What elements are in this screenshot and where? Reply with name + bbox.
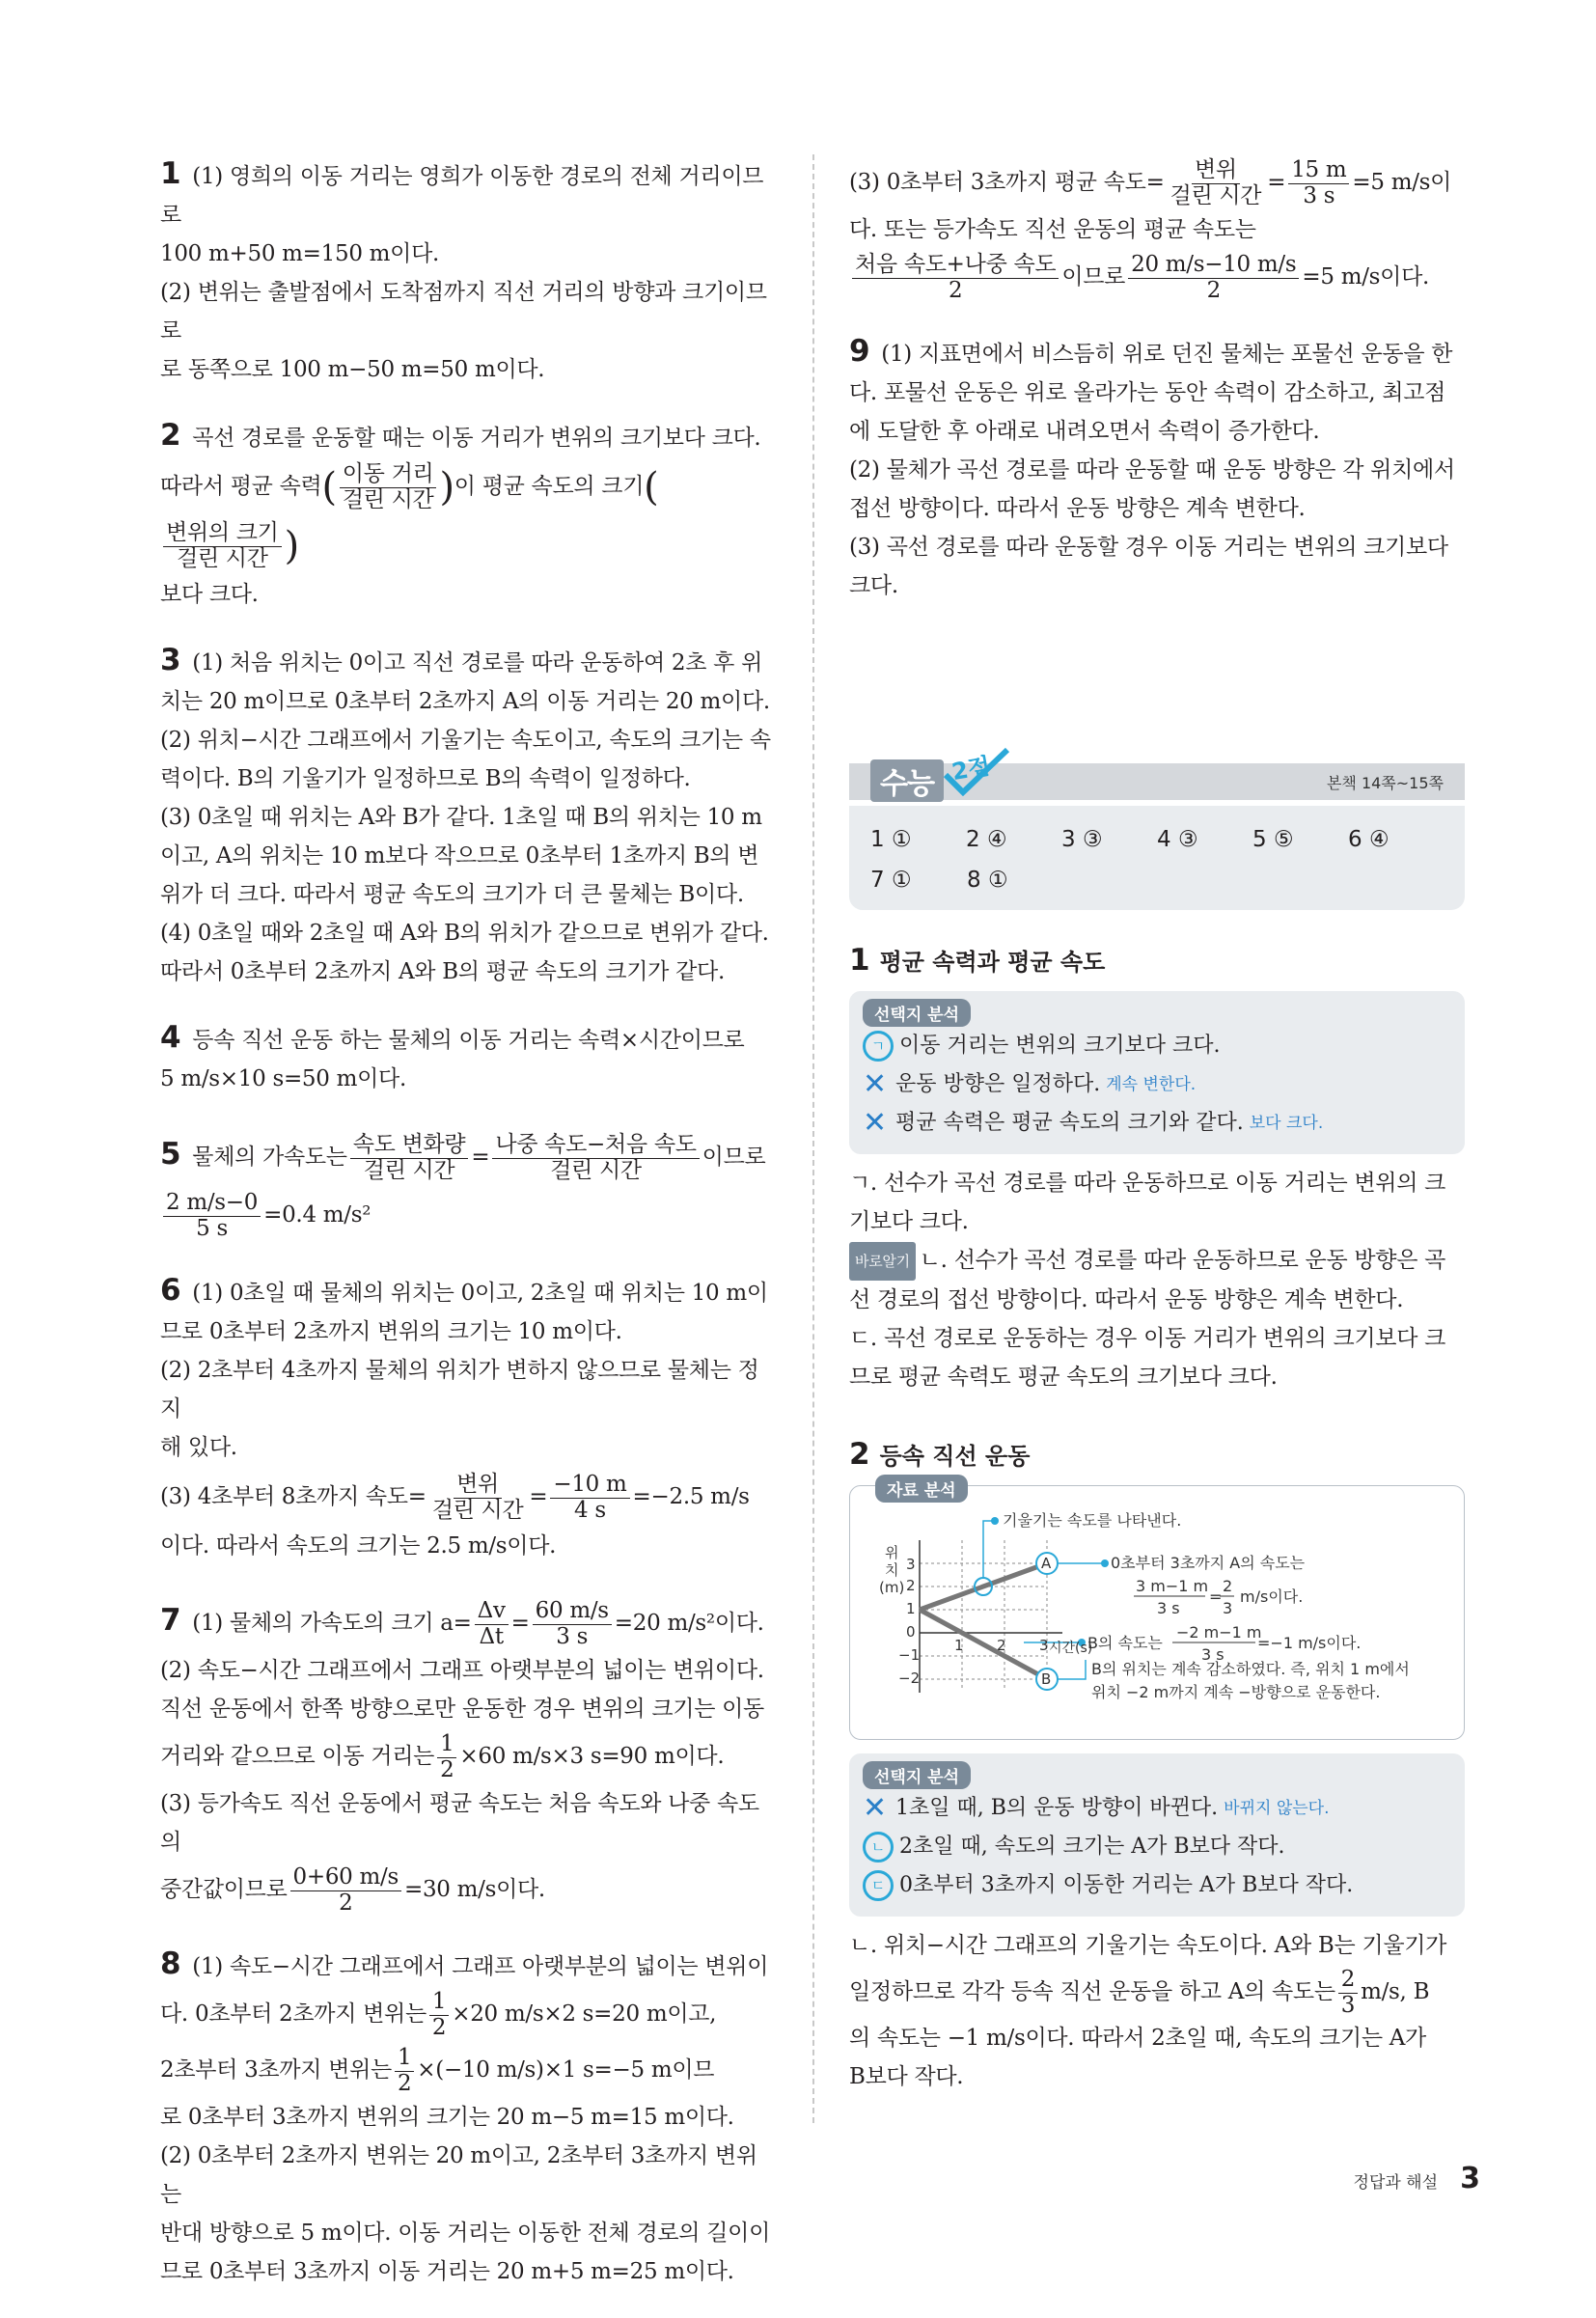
- footer-label: 정답과 해설: [1353, 2173, 1439, 2193]
- tick-label: −2: [898, 1670, 921, 1687]
- choice-item: ✕ 1초일 때, B의 운동 방향이 바뀐다. 바뀌지 않는다.: [863, 1789, 1451, 1828]
- svg-text:3 s: 3 s: [1201, 1645, 1225, 1664]
- answer-7: 7 (1) 물체의 가속도의 크기 a= $\frac{\Delta v}{\Delta t}$ = $\frac{60 m/s}{3 s}$ =20 m/s²이다. (2) 속도−시간 그래프에서 그래프 아랫부분의 넓이는 변위이다. 직선 운동에서 한쪽 방향으로만 운동한 경우 변위의 크기는 이동 거리와 같으므로 이동 거리는 $\frac{1}{2}$ ×60 m/s×3 s=90 m이다. (3) 등가속도 직선 운동에서 평균 속도는 처음 속도와 나중 속도의 중간값이므로 $\frac{0+60 m/s}{2}$ =30 m/s이다.: [160, 1598, 764, 1916]
- fraction: $\frac{\text{처음 속도+나중 속도}}{2}$: [852, 253, 1059, 303]
- answer-key-header: [849, 752, 1465, 806]
- correction-tag: 바로알기: [849, 1242, 916, 1281]
- column-divider: [812, 154, 814, 2123]
- fraction: $\frac{1}{2}$: [437, 1732, 456, 1782]
- svg-text:=: =: [1209, 1587, 1223, 1606]
- annotation: 위치 −2 m까지 계속 −방향으로 운동한다.: [1091, 1683, 1381, 1701]
- badge-icon: 2점: [942, 746, 1011, 796]
- answer-1: 1 (1) 영희의 이동 거리는 영희가 이동한 경로의 전체 거리이므로 100 m+50 m=150 m이다. (2) 변위는 출발점에서 도착점까지 직선 거리의 방향과 크기이므로 로 동쪽으로 100 m−50 m=50 m이다.: [160, 156, 767, 382]
- axis-label: (m): [879, 1579, 905, 1596]
- tick-label: 2: [997, 1637, 1006, 1654]
- correct-mark-icon: ㄷ: [863, 1870, 894, 1901]
- fraction: $\frac{\text{변위의 크기}}{\text{걸린 시간}}$: [163, 521, 282, 571]
- svg-text:m/s이다.: m/s이다.: [1240, 1587, 1304, 1606]
- annotation: 기울기는 속도를 나타낸다.: [1003, 1511, 1182, 1530]
- fraction: $\frac{\text{이동 거리}}{\text{걸린 시간}}$: [340, 462, 437, 512]
- answer-key-section: [849, 752, 1465, 910]
- page-reference: 본책 14쪽~15쪽: [1326, 774, 1444, 792]
- answer-4: 4 등속 직선 운동 하는 물체의 이동 거리는 속력×시간이므로 5 m/s×10 s=50 m이다.: [160, 1020, 745, 1091]
- choice-item: ㄱ 이동 거리는 변위의 크기보다 크다.: [863, 1027, 1451, 1065]
- fraction: $\frac{\text{속도 변화량}}{\text{걸린 시간}}$: [350, 1133, 469, 1183]
- tick-label: 1: [906, 1600, 916, 1617]
- fraction: $\frac{60 m/s}{3 s}$: [533, 1599, 612, 1649]
- answer-key-title: 수능: [870, 759, 944, 802]
- fraction: $\frac{\Delta v}{\Delta t}$: [475, 1599, 509, 1649]
- answer-9: 9 (1) 지표면에서 비스듬히 위로 던진 물체는 포물선 운동을 한 다. 포물선 운동은 위로 올라가는 동안 속력이 감소하고, 최고점 에 도달한 후 아래로 내려오면서 속력이 증가한다. (2) 물체가 곡선 경로를 따라 운동할 때 운동 방향은 각 위치에서 접선 방향이다. 따라서 운동 방향은 계속 변한다. (3) 곡선 경로를 따라 운동할 경우 이동 거리는 변위의 크기보다 크다.: [849, 334, 1455, 598]
- fraction: $\frac{\text{변위}}{\text{걸린 시간}}$: [1169, 157, 1262, 208]
- fraction: $\frac{15 m}{3 s}$: [1288, 158, 1349, 208]
- position-time-graph: [850, 1486, 1464, 1739]
- answer-6: 6 (1) 0초일 때 물체의 위치는 0이고, 2초일 때 위치는 10 m이 므로 0초부터 2초까지 변위의 크기는 10 m이다. (2) 2초부터 4초까지 물체의 위치가 변하지 않으므로 물체는 정지 해 있다. (3) 4초부터 8초까지 속도= $\frac{\text{변위}}{\text{걸린 시간}}$ = $\frac{-10 m}{4 s}$ =−2.5 m/s 이다. 따라서 속도의 크기는 2.5 m/s이다.: [160, 1273, 768, 1559]
- answer-row: 1 ① 2 ④ 3 ③ 4 ③ 5 ⑤ 6 ④: [870, 827, 1390, 852]
- wrong-mark-icon: ✕: [863, 1791, 888, 1825]
- section-title: 2 등속 직선 운동: [849, 1437, 1031, 1472]
- fraction: $\frac{2 m/s-0}{5 s}$: [163, 1191, 261, 1241]
- svg-text:3 s: 3 s: [1157, 1599, 1180, 1617]
- fraction: $\frac{-10 m}{4 s}$: [550, 1473, 629, 1523]
- answer-8: 8 (1) 속도−시간 그래프에서 그래프 아랫부분의 넓이는 변위이 다. 0초부터 2초까지 변위는 $\frac{1}{2}$ ×20 m/s×2 s=20 m이고, 2초부터 3초까지 변위는 $\frac{1}{2}$ ×(−10 m/s)×1 s=−5 m이므 로 0초부터 3초까지 변위의 크기는 20 m−5 m=15 m이다. (2) 0초부터 2초까지 변위는 20 m이고, 2초부터 3초까지 변위는 반대 방향으로 5 m이다. 이동 거리는 이동한 전체 경로의 길이이 므로 0초부터 3초까지 이동 거리는 20 m+5 m=25 m이다.: [160, 1946, 770, 2284]
- tick-label: 2: [906, 1577, 916, 1594]
- svg-text:−2 m−1 m: −2 m−1 m: [1176, 1623, 1262, 1642]
- wrong-mark-icon: ✕: [863, 1106, 888, 1140]
- correct-mark-icon: ㄱ: [863, 1031, 894, 1062]
- answer-row: 7 ① 8 ①: [870, 868, 1008, 893]
- fraction: $\frac{\text{변위}}{\text{걸린 시간}}$: [431, 1472, 524, 1523]
- axis-label: 위: [885, 1544, 899, 1561]
- choice-analysis-box: 선택지 분석 ✕ 1초일 때, B의 운동 방향이 바뀐다. 바뀌지 않는다. ㄴ 2초일 때, 속도의 크기는 A가 B보다 작다. ㄷ 0초부터 3초까지 이동한 거리는 A가 B보다 작다.: [849, 1753, 1465, 1917]
- fraction: $\frac{20 m/s-10 m/s}{2}$: [1128, 253, 1299, 303]
- svg-text:=−1 m/s이다.: =−1 m/s이다.: [1257, 1634, 1362, 1652]
- data-analysis-box: 자료 분석 위 치 (m) 3 2 1 0 −1 −2 1 2 3 시간(s) A B 기울기는 속도를 나타낸다. 0초부터 3초까지 A의 속도는 3 m−1 m 3 s = 2 3 m/s이다. B의 속도는 −2 m−1 m 3 s =−1 m/s이다. B의 위치는 계속 감소하였다. 즉, 위치 1 m에서 위치 −2 m까지 계속 −방향으로 운동한다.: [849, 1485, 1465, 1740]
- section-title: 1 평균 속력과 평균 속도: [849, 943, 1106, 978]
- page-number: 3: [1460, 2162, 1480, 2195]
- choice-item: ㄷ 0초부터 3초까지 이동한 거리는 A가 B보다 작다.: [863, 1866, 1451, 1905]
- page-footer: [1354, 2162, 1480, 2195]
- answer-key-box: [849, 806, 1465, 910]
- right-column: (3) 0초부터 3초까지 평균 속도= $\frac{\text{변위}}{\text{걸린 시간}}$ = $\frac{15 m}{3 s}$ =5 m/s이 다. 또는 등가속도 직선 운동의 평균 속도는 $\frac{\text{처음 속도+나중 속도}}{2}$ 이므로 $\frac{20 m/s-10 m/s}{2}$ =5 m/s이다. 9 (1) 지표면에서 비스듬히 위로 던진 물체는 포물선 운동을 한 다. 포물선 운동은 위로 올라가는 동안 속력이 감소하고, 최고점 에 도달한 후 아래로 내려오면서 속력이 증가한다. (2) 물체가 곡선 경로를 따라 운동할 때 운동 방향은 각 위치에서 접선 방향이다. 따라서 운동 방향은 계속 변한다. (3) 곡선 경로를 따라 운동할 경우 이동 거리는 변위의 크기보다 크다. 수능 2점 본책 14쪽~15쪽 1 ① 2 ④ 3 ③ 4 ③ 5 ⑤ 6 ④ 7 ① 8 ① 1 평균 속력과 평균 속도 선택지 분석 ㄱ 이동 거리는 변위의 크기보다 크다. ✕ 운동 방향은 일정하다. 계속 변한다. ✕ 평균 속력은 평균 속도의 크기와 같다. 보다 크다. ㄱ. 선수가 곡선 경로를 따라 운동하므로 이동 거리는 변위의 크 기보다 크다. 바로알기 ㄴ. 선수가 곡선 경로를 따라 운동하므로 운동 방향은 곡 선 경로의 접선 방향이다. 따라서 운동 방향은 계속 변한다. ㄷ. 곡선 경로로 운동하는 경우 이동 거리가 변위의 크기보다 크 므로 평균 속력도 평균 속도의 크기보다 크다. 2 등속 직선 운동 자료 분석 위 치 (m) 3 2 1 0 −1 −2 1 2 3 시간(s) A B 기울기는 속도를 나타낸다. 0초부터 3초까지 A의 속도는 3 m−1 m 3 s = 2 3 m/s이다. B의 속도는 −2 m−1 m 3 s =−1 m/s이다. B의 위치는 계속 감소하였다. 즉, 위치 1 m에서 위치 −2 m까지 계속 −방향으로 운동한다. 선택지 분석 ✕ 1초일 때, B의 운동 방향이 바뀐다. 바뀌지 않는다. ㄴ 2초일 때, 속도의 크기는 A가 B보다 작다. ㄷ 0초부터 3초까지 이동한 거리는 A가 B보다 작다. ㄴ. 위치−시간 그래프의 기울기는 속도이다. A와 B는 기울기가 일정하므로 각각 등속 직선 운동을 하고 A의 속도는 $\frac{2}{3}$ m/s, B 의 속도는 −1 m/s이다. 따라서 2초일 때, 속도의 크기는 A가 B보다 작다.: [849, 154, 1465, 2096]
- tick-label: 1: [954, 1637, 964, 1654]
- tick-label: 0: [906, 1623, 916, 1641]
- tick-label: 3: [1039, 1637, 1049, 1654]
- series-label: B: [1041, 1670, 1052, 1688]
- svg-text:3: 3: [1223, 1599, 1233, 1617]
- answer-5: 5 물체의 가속도는 $\frac{\text{속도 변화량}}{\text{걸린 시간}}$ = $\frac{\text{나중 속도−처음 속도}}{\text{걸린 시간}}$ 이므로 $\frac{2 m/s-0}{5 s}$ =0.4 m/s²: [160, 1132, 766, 1241]
- svg-text:2: 2: [1223, 1577, 1233, 1595]
- fraction: $\frac{1}{2}$: [395, 2046, 414, 2096]
- fraction: $\frac{0+60 m/s}{2}$: [290, 1865, 401, 1916]
- answer-8-continued: (3) 0초부터 3초까지 평균 속도= $\frac{\text{변위}}{\text{걸린 시간}}$ = $\frac{15 m}{3 s}$ =5 m/s이 다. 또는 등가속도 직선 운동의 평균 속도는 $\frac{\text{처음 속도+나중 속도}}{2}$ 이므로 $\frac{20 m/s-10 m/s}{2}$ =5 m/s이다.: [849, 157, 1452, 303]
- fraction: $\frac{2}{3}$: [1338, 1968, 1358, 2018]
- annotation: 0초부터 3초까지 A의 속도는: [1111, 1554, 1306, 1572]
- tick-label: 3: [906, 1556, 916, 1573]
- choice-item: ✕ 운동 방향은 일정하다. 계속 변한다.: [863, 1065, 1451, 1104]
- correct-mark-icon: ㄴ: [863, 1832, 894, 1863]
- choice-item: ㄴ 2초일 때, 속도의 크기는 A가 B보다 작다.: [863, 1828, 1451, 1866]
- annotation: B의 위치는 계속 감소하였다. 즉, 위치 1 m에서: [1091, 1660, 1410, 1678]
- wrong-mark-icon: ✕: [863, 1067, 888, 1101]
- axis-label: 시간(s): [1049, 1641, 1093, 1656]
- answer-2: 2 곡선 경로를 운동할 때는 이동 거리가 변위의 크기보다 크다. 따라서 평균 속력( $\frac{\text{이동 거리}}{\text{걸린 시간}}$ )이 평균 속도의 크기( $\frac{\text{변위의 크기}}{\text{걸린 시간}}$ ) 보다 크다.: [160, 418, 761, 607]
- tick-label: −1: [898, 1646, 921, 1664]
- annotation: B의 속도는: [1087, 1634, 1163, 1652]
- series-label: A: [1041, 1555, 1052, 1572]
- fraction: $\frac{\text{나중 속도−처음 속도}}{\text{걸린 시간}}$: [492, 1133, 699, 1183]
- choice-analysis-box: 선택지 분석 ㄱ 이동 거리는 변위의 크기보다 크다. ✕ 운동 방향은 일정하다. 계속 변한다. ✕ 평균 속력은 평균 속도의 크기와 같다. 보다 크다.: [849, 991, 1465, 1154]
- svg-text:3 m−1 m: 3 m−1 m: [1136, 1577, 1209, 1595]
- answer-3: 3 (1) 처음 위치는 0이고 직선 경로를 따라 운동하여 2초 후 위 치는 20 m이므로 0초부터 2초까지 A의 이동 거리는 20 m이다. (2) 위치−시간 그래프에서 기울기는 속도이고, 속도의 크기는 속 력이다. B의 기울기가 일정하므로 B의 속력이 일정하다. (3) 0초일 때 위치는 A와 B가 같다. 1초일 때 B의 위치는 10 m 이고, A의 위치는 10 m보다 작으므로 0초부터 1초까지 B의 변 위가 더 크다. 따라서 평균 속도의 크기가 더 큰 물체는 B이다. (4) 0초일 때와 2초일 때 A와 B의 위치가 같으므로 변위가 같다. 따라서 0초부터 2초까지 A와 B의 평균 속도의 크기가 같다.: [160, 643, 771, 984]
- choice-item: ✕ 평균 속력은 평균 속도의 크기와 같다. 보다 크다.: [863, 1104, 1451, 1143]
- left-column: [160, 154, 774, 2318]
- fraction: $\frac{1}{2}$: [429, 1990, 449, 2040]
- axis-label: 치: [885, 1561, 899, 1579]
